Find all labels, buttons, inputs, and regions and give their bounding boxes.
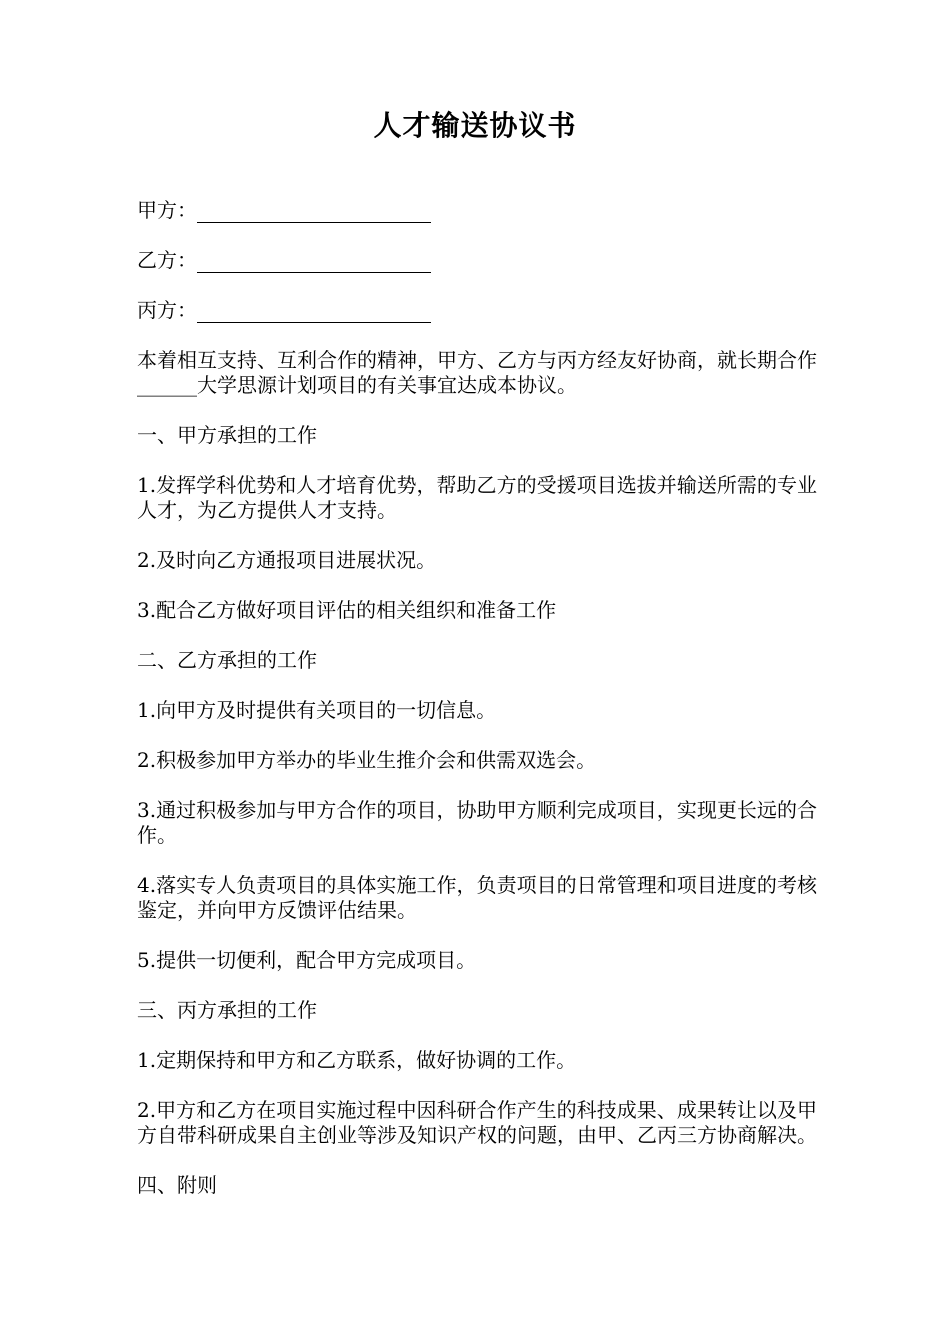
document-body [137,198,817,1223]
section-heading: 四、附则 [137,1173,217,1197]
section-item: 1.发挥学科优势和人才培育优势，帮助乙方的受援项目选拔并输送所需的专业人才，为乙方提供人才支持。 [137,473,817,522]
section-item: 2.及时向乙方通报项目进展状况。 [137,548,437,572]
section-item: 1.向甲方及时提供有关项目的一切信息。 [137,698,497,722]
intro-paragraph: 本着相互支持、互利合作的精神，甲方、乙方与丙方经友好协商，就长期合作______大学思源计划项目的有关事宜达成本协议。 [137,348,817,397]
section-heading: 二、乙方承担的工作 [137,648,317,672]
party-c-label: 丙方： [137,298,197,322]
section-heading: 一、甲方承担的工作 [137,423,317,447]
section-item: 3.通过积极参加与甲方合作的项目，协助甲方顺利完成项目，实现更长远的合作。 [137,798,817,847]
party-c-line [137,298,817,323]
document-title: 人才输送协议书 [373,109,577,142]
section-item: 5.提供一切便利，配合甲方完成项目。 [137,948,477,972]
party-a-label: 甲方： [137,198,197,222]
party-b-label: 乙方： [137,248,197,272]
party-b-line [137,248,817,273]
section-item: 1.定期保持和甲方和乙方联系，做好协调的工作。 [137,1048,577,1072]
party-c-blank [197,300,431,323]
section-item: 3.配合乙方做好项目评估的相关组织和准备工作 [137,598,557,622]
section-item: 2.积极参加甲方举办的毕业生推介会和供需双选会。 [137,748,597,772]
section-heading: 三、丙方承担的工作 [137,998,317,1022]
section-item: 4.落实专人负责项目的具体实施工作，负责项目的日常管理和项目进度的考核鉴定，并向甲方反馈评估结果。 [137,873,817,922]
party-a-line [137,198,817,223]
section-item: 2.甲方和乙方在项目实施过程中因科研合作产生的科技成果、成果转让以及甲方自带科研成果自主创业等涉及知识产权的问题，由甲、乙丙三方协商解决。 [137,1098,817,1147]
party-a-blank [197,200,431,223]
party-b-blank [197,250,431,273]
